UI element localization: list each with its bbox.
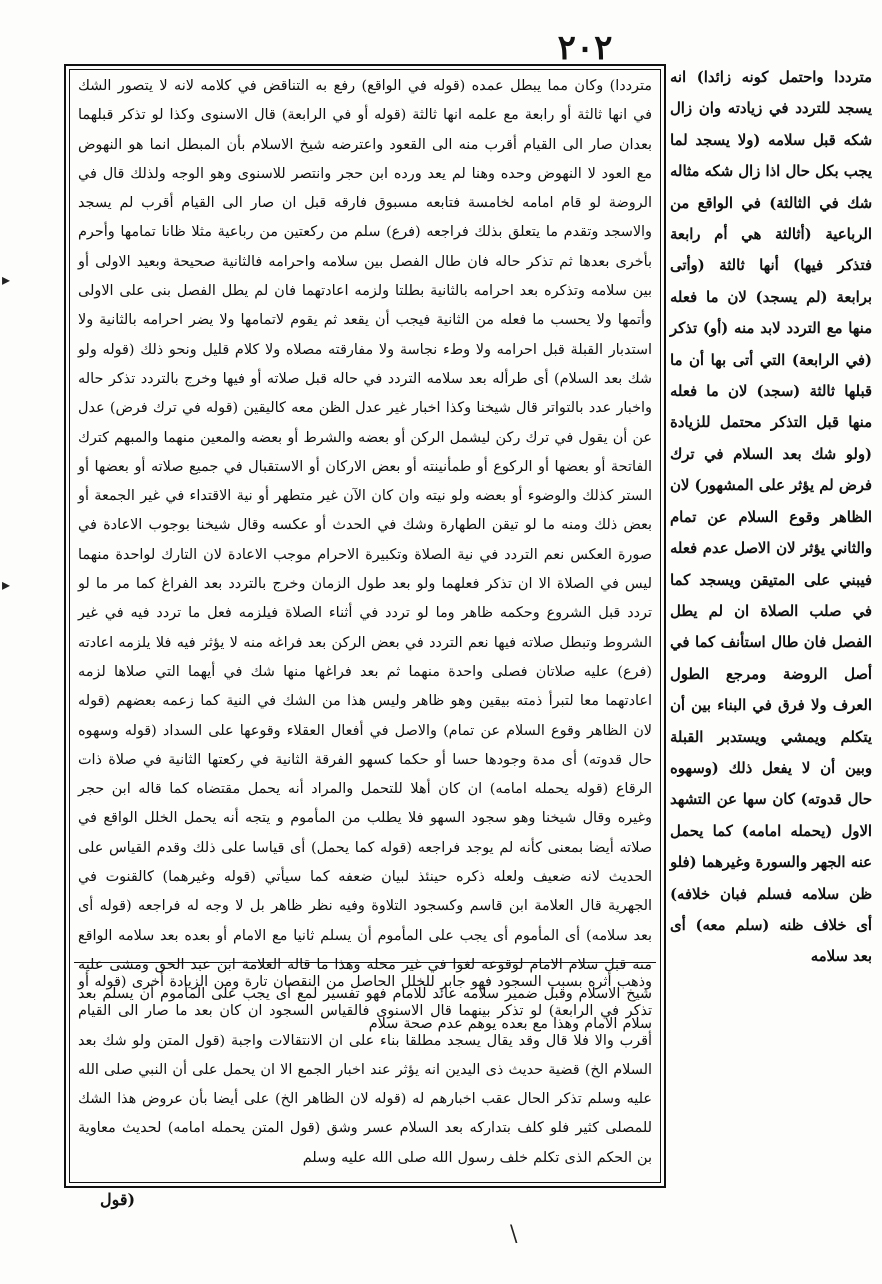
edge-mark-icon: ▸ (2, 575, 11, 594)
catchword: (قول (100, 1190, 136, 1209)
edge-mark-icon: ▸ (2, 270, 11, 289)
stray-mark-icon: \ (510, 1222, 518, 1247)
margin-base-text: مترددا واحتمل كونه زائدا) انه يسجد للتردد في زيادته وان زال شكه قبل سلامه (ولا يسجد لما يجب بكل حال اذا زال شكه مثاله شك في الثالثة) في الواقع من الرباعية (أثالثة هي أم رابعة فتذكر فيها) أنها ثالثة (وأتى برابعة (لم يسجد) لان ما فعله منها مع التردد لابد منه (أو) تذكر (في الرابعة) التي أتى بها أن ما قبلها ثالثة (سجد) لان ما فعله منها قبل التذكر محتمل للزيادة (ولو شك بعد السلام في ترك فرض لم يؤثر على المشهور) لان الظاهر وقوع السلام عن تمام والثاني يؤثر لان الاصل عدم فعله فيبني على المتيقن ويسجد كما في صلب الصلاة ان لم يطل الفصل فان طال استأنف كما في أصل الروضة ومرجع الطول العرف ولا فرق في البناء بين أن يتكلم ويمشي ويستدبر القبلة وبين أن لا يفعل ذلك (وسهوه حال قدوته) كان سها عن التشهد الاول (يحمله امامه) كما يحمل عنه الجهر والسورة وغيرهما (فلو ظن سلامه فسلم فبان خلافه) أى خلاف ظنه (سلم معه) أى بعد سلامه (670, 69, 872, 966)
main-commentary-text: مترددا) وكان مما يبطل عمده (قوله في الواقع) رفع به التناقض في كلامه لانه لا يتصور الشك في انها ثالثة أو رابعة مع علمه انها ثالثة (قوله أو في الرابعة) قال الاسنوى وكذا لو تذكر قبلهما بعدان صار الى القيام أقرب منه الى القعود واعترضه شيخ الاسلام بأن المبطل انما هو النهوض مع العود لا النهوض وحده وهنا لم يعد ورده ابن حجر وانتصر للاسنوى وهو الوجه ولذلك قال في الروضة لو قام امامه لخامسة فتابعه مسبوق فارقه قبل ان صار الى القيام أقرب لم يسجد والاسجد وتقدم ما يتعلق بذلك فراجعه (فرع) سلم من ركعتين من رباعية مثلا ظانا تمامها وأحرم بأخرى بعدها ثم تذكر حاله فان طال الفصل بين سلامه واحرامه فالثانية صحيحة وبعيد الاولى أو بين سلامه وتذكره بعد احرامه بالثانية بطلتا ولزمه اعادتهما فان لم يطل الفصل بنى على الاولى وأتمها ولا يحسب ما فعله من الثانية فيجب أن يقعد ثم يقوم لاتمامها ولا يضر احرامه بالثانية ولا استدبار القبلة قبل احرامه ولا وطء نجاسة ولا مفارقته مصلاه ولا كلام قليل ونحو ذلك (قوله ولو شك بعد السلام) أى طرأله بعد سلامه التردد في حاله قبل صلاته أو فيها وخرج بالتردد تذكر حاله واخبار عدد بالتواتر قال شيخنا وكذا اخبار غير عدل الظن معه كاليقين (قوله في ترك فرض) عدل عن أن يقول في ترك ركن ليشمل الركن أو بعضه والشرط أو بعضه والمعين منهما والمبهم كترك الفاتحة أو بعضها أو الركوع أو طمأنينته أو بعض الاركان أو الاستقبال في جميع صلاته أو بعضها أو الستر كذلك والوضوء أو بعضه ولو نيته وان كان الآن غير متطهر أو نية الاقتداء في غير الجمعة أو بعض ذلك ومنه ما لو تيقن الطهارة وشك في الحدث أو عكسه وقال شيخنا بوجوب الاعادة في صورة العكس نعم التردد في نية الصلاة وتكبيرة الاحرام موجب الاعادة لان التارك لواحدة منهما ليس في الصلاة الا ان تذكر فعلهما ولو بعد طول الزمان وخرج بالتردد بعد الفراغ كما مر ما لو تردد قبل الشروع وحكمه ظاهر وما لو تردد في أثناء الصلاة فيلزمه فعل ما تردد فيه في غير الشروط وتبطل صلاته فيها نعم التردد في بعض الركن بعد فراغه منه لا يؤثر فيه فلا يلزمه اعادته (فرع) عليه صلاتان فصلى واحدة منهما ثم بعد فراغها منها شك في أيهما التي صلاها لزمه اعادتهما معا لتبرأ ذمته بيقين وهو ظاهر وليس هذا من الشك في النية كما زعمه بعضهم (قوله لان الظاهر وقوع السلام عن تمام) والاصل في أفعال العقلاء وقوعها على السداد (قوله وسهوه حال قدوته) أى مدة وجودها حسا أو حكما كسهو الفرقة الثانية في ركعتها الثانية في صلاة ذات الرقاع (قوله يحمله امامه) ان كان أهلا للتحمل والمراد أنه يحمل مقتضاه كما قاله ابن حجر وغيره وقال شيخنا وهو سجود السهو فلا يطلب من المأموم و يتجه أنه يحمل الخلل الواقع في صلاته أيضا بمعنى كأنه لم يوجد فراجعه (قوله كما يحمل) أى قياسا على ذلك وقدم القياس على الحديث لانه ضعيف ولعله ذكره حينئذ لبيان ضعفه كما سيأتي (قوله وغيرهما) كالقنوت في الجهرية قال العلامة ابن قاسم وكسجود التلاوة وفيه نظر ظاهر بل لا وجه له فراجعه (قوله أى بعد سلامه) أى المأموم أى يجب على المأموم أن يسلم ثانيا مع الامام أو بعده بعد سلامه الواقع منه قبل سلام الامام لوقوعه لغوا في غير محله وهذا ما قاله العلامة ابن عبد الحق ومشى عليه شيخ الاسلام وقبل ضمير سلامه عائد للامام فهو تفسير لمع أى يجب على المأموم أن يسلم بعد سلام الامام وهذا مع بعده يوهم عدم صحة سلام (78, 78, 653, 1032)
footnote-divider (74, 962, 656, 963)
main-text-frame (64, 64, 666, 1188)
footnote-text: وذهب أثره بسبب السجود فهو جابر للخلل الحاصل من النقصان تارة ومن الزيادة أخرى (قوله أو تذكر في الرابعة) لو تذكر بينهما قال الاسنوى فالقياس السجود ان كان بعد ما صار الى القيام أقرب والا فلا قال وقد يقال يسجد مطلقا بناء على ان الانتقالات واجبة (قول المتن ولو شك بعد السلام الخ) قضية حديث ذى اليدين انه يؤثر عند اخبار الجمع الا ان يحمل على أن النبي صلى الله عليه وسلم تذكر الحال عقب اخبارهم له (قوله لان الظاهر الخ) على أيضا بأن عروض هذا الشك للمصلى كثير فلو كلف بتداركه بعد السلام عسر وشق (قول المتن يحمله امامه) لحديث معاوية بن الحكم الذى تكلم خلف رسول الله صلى الله عليه وسلم (78, 974, 652, 1166)
page-number: ٢٠٢ (557, 28, 613, 68)
